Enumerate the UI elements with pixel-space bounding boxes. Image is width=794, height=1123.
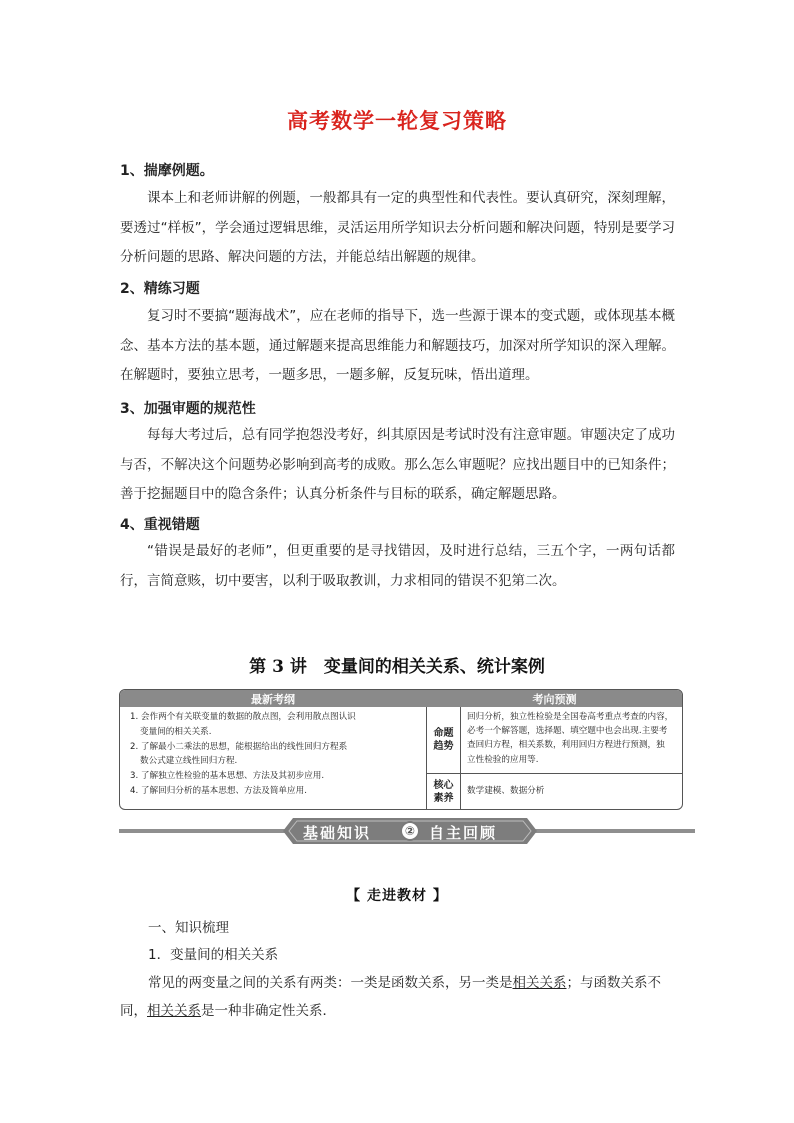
syllabus-item: 2. 了解最小二乘法的思想，能根据给出的线性回归方程系: [130, 741, 348, 752]
core-text: 数学建模、数据分析: [467, 786, 545, 796]
syllabus-right-header: 考向预测: [532, 693, 577, 706]
syllabus-item: 1. 会作两个有关联变量的数据的散点图，会利用散点图认识: [130, 712, 356, 722]
syllabus-item: 4. 了解回归分析的基本思想、方法及简单应用.: [130, 785, 307, 796]
syllabus-item: 变量间的相关关系.: [140, 726, 212, 737]
underlined-term: 相关关系: [512, 975, 567, 991]
outline-heading-2: 1．变量间的相关关系: [148, 947, 279, 963]
syllabus-header: [120, 690, 682, 707]
core-label: 核心素养: [427, 774, 461, 809]
section-heading-2: 2、精练习题: [120, 281, 200, 297]
trend-text: 回归分析，独立性检验是全国卷高考重点考查的内容， 必考一个解答题，选择题、填空题中也会出现.主要考 查回归方程，相关系数，利用回归方程进行预测，独 立性检验的应用等.: [467, 712, 674, 765]
trend-row: [427, 707, 682, 774]
section-heading-3: 3、加强审题的规范性: [120, 401, 256, 417]
section-banner: [119, 818, 695, 844]
banner-right-text: 自主回顾: [429, 824, 498, 842]
syllabus-item: 3. 了解独立性检验的基本思想、方法及其初步应用.: [130, 771, 325, 782]
core-row: [427, 774, 682, 809]
section-body-4: “错误是最好的老师”，但更重要的是寻找错因，及时进行总结，三五个字，一两句话都行，言简意赅，切中要害，以利于吸取教训，力求相同的错误不犯第二次。: [120, 543, 675, 589]
section-heading-4: 4、重视错题: [120, 517, 200, 533]
syllabus-right-cell: [427, 707, 682, 809]
syllabus-left-cell: [120, 707, 427, 809]
page-title: 高考数学一轮复习策略: [287, 109, 507, 133]
trend-label: 命题趋势: [427, 707, 461, 773]
syllabus-left-header: 最新考纲: [251, 693, 295, 706]
outline-heading-1: 一、知识梳理: [148, 920, 229, 936]
subsection-title: 【 走进教材 】: [346, 888, 448, 904]
lecture-title: 第 3 讲 变量间的相关关系、统计案例: [249, 657, 545, 677]
section-body-3: 每每大考过后，总有同学抱怨没考好，纠其原因是考试时没有注意审题。审题决定了成功与否，不解决这个问题势必影响到高考的成败。那么怎么审题呢？应找出题目中的已知条件；善于挖掘题目中的隐含条件；认真分析条件与目标的联系，确定解题思路。: [120, 427, 675, 502]
underlined-term: 相关关系: [147, 1003, 201, 1019]
syllabus-table: [119, 689, 683, 810]
section-heading-1: 1、揣摩例题。: [120, 163, 214, 179]
section-body-2: 复习时不要搞“题海战术”，应在老师的指导下，选一些源于课本的变式题，或体现基本概念、基本方法的基本题，通过解题来提高思维能力和解题技巧，加深对所学知识的深入理解。在解题时，要独立思考，一题多思，一题多解，反复玩味，悟出道理。: [120, 308, 675, 383]
banner-left-text: 基础知识: [303, 824, 372, 842]
body-line-2: 同，相关关系是一种非确定性关系．: [120, 1003, 336, 1019]
syllabus-item: 数公式建立线性回归方程.: [140, 756, 238, 767]
section-body-1: 课本上和老师讲解的例题，一般都具有一定的典型性和代表性。要认真研究，深刻理解，要透过“样板”，学会通过逻辑思维，灵活运用所学知识去分析问题和解决问题，特别是要学习分析问题的思路、解决问题的方法，并能总结出解题的规律。: [120, 190, 675, 265]
banner-badge-icon: ②: [400, 821, 420, 841]
body-line-1: 常见的两变量之间的关系有两类：一类是函数关系，另一类是相关关系；与函数关系不: [148, 975, 661, 991]
